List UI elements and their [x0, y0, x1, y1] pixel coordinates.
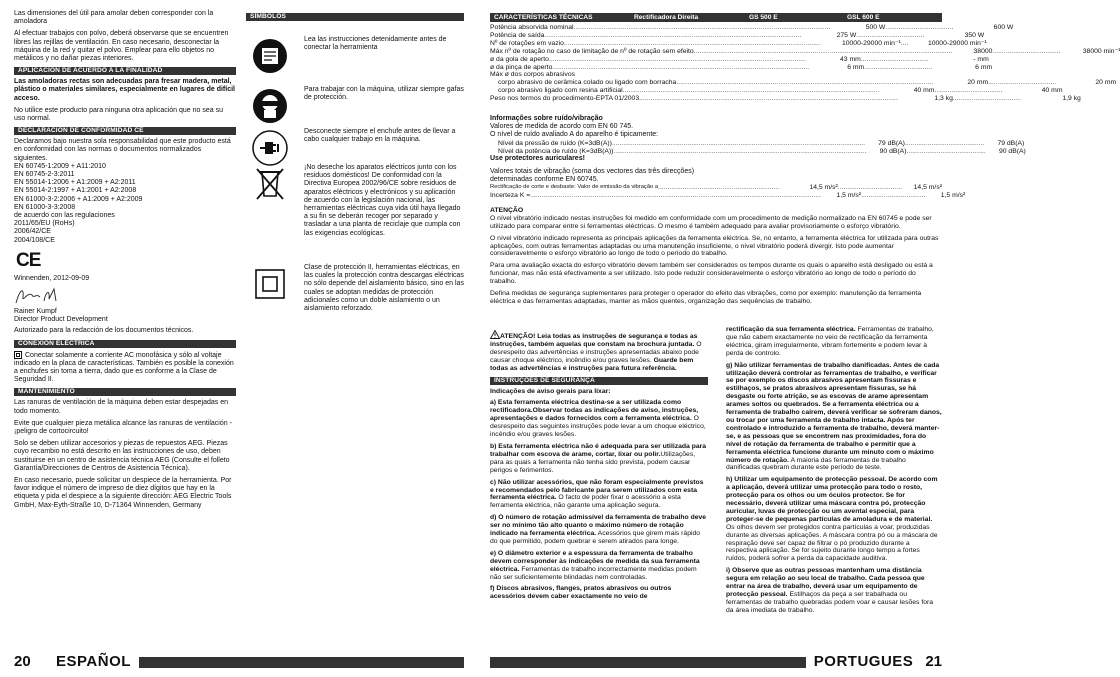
item-f-cont: rectificação da sua ferramenta eléctrica. Ferramentas de trabalho, que não cabem exactamente no veio de rectificação da ferramenta eléctrica, giram irregularmente, vibram fortemente e podem levar à perda de controlo. [726, 326, 934, 357]
aplicacion-bold: Las amoladoras rectas son adecuadas para fresar madera, metal, plástico o materiales similares, especialmente en lugares de difícil acceso. [14, 78, 235, 102]
item-g: g) Não utilizar ferramentas de trabalho danificadas. Antes de cada utilização deverá controlar as ferramentas de trabalho, e verificar se por exemplo os discos abrasivos apresentam fissuras e estilhaços, se pratos abrasivos apresentam fissuras, se há desgaste ou forte atrição, se as escovas de arame apresentam arames soltos ou quebrados. Se a ferramenta eléctrica ou a ferramenta de trabalho caírem, deverá verificar se sofreram danos, ou trocar por uma ferramenta de trabalho intacta. Após ter controlado e introduzido a ferramenta de trabalho, deverá manter-se, e as pessoas que se encontrem nas proximidades, fora do nível de rotação da ferramenta de trabalho e permitir que a ferramenta eléctrica funcione durante um minuto com o máximo número de rotação. A maioria das ferramentas de trabalho danificadas quebram durante este período de teste. [726, 361, 942, 472]
norma-item: 2004/108/CE [14, 236, 55, 244]
indicacoes-heading: Indicações de aviso gerais para lixar: [490, 387, 611, 395]
table-row: corpo abrasivo de cerâmica colado ou ligado com borracha ........................................................................................................................................ 20 mm .................................... 20 mm [498, 79, 1117, 87]
symbol-row-goggles [246, 86, 464, 122]
atencao-heading: ATENÇÃO [490, 206, 524, 214]
noise-heading: Informações sobre ruído/vibração [490, 115, 603, 123]
electrica-text: Conectar solamente a corriente AC monofásica y sólo al voltaje indicado en la placa de características. También es posible la conexión a enchufes sin toma a tierra, dado que es conforme a la Clase de Seguridad II. [14, 351, 234, 384]
symbol-weee-text: ¡No deseche los aparatos eléctricos junto con los residuos domésticos! De conformidad con la Directiva Europea 2002/96/CE sobre residuos de aparatos eléctricos y electrónicos y su aplicación de acuerdo con la legislación nacional, las herramientas eléctricas cuya vida útil haya llegado a su fin se deberán recoger por separado y trasladar a una planta de reciclaje que cumpla con las exigencias ecológicas. [304, 164, 461, 237]
noise-line-2: O nível de ruído avaliado A do aparelho é tipicamente: [490, 131, 659, 139]
norma-item: EN 60745-2-3:2011 [14, 171, 75, 179]
atencao-p4: Defina medidas de segurança suplementares para proteger o operador do efeito das vibrações, como por exemplo: manutenção da ferramenta eléctrica e das ferramentas adaptadas, manter as mãos quentes, organização das sequências de trabalho. [490, 290, 922, 305]
autorizado-text: Autorizado para la redacción de los documentos técnicos. [14, 327, 194, 335]
right-colB [726, 326, 942, 619]
heading-electrica: CONEXIÓN ELÉCTRICA [14, 340, 236, 348]
table-row: Peso nos termos do procedimento-EPTA 01/2003. ........................................................................................................................................ 1,3 kg .................................... 1,9 kg [490, 95, 1081, 103]
signature-icon [14, 285, 236, 307]
table-row: Potência de saída ........................................................................................................................................ 275 W .................................... 350 W [490, 31, 985, 39]
right-footer [490, 652, 942, 670]
item-a: a) Esta ferramenta eléctrica destina-se a ser utilizada como rectificadora.Observar todas as indicações de aviso, instruções, apresentações e dados fornecidos com a ferramenta eléctrica. O desrespeito das seguintes instruções pode levar a um choque eléctrico, incêndio e/ou graves lesões. [490, 399, 706, 439]
read-manual-icon [252, 38, 288, 74]
noise-protect: Use protectores auriculares! [490, 155, 585, 163]
item-f: f) Discos abrasivos, flanges, pratos abrasivos ou outros acessórios devem caber exactamente no veio de [490, 585, 672, 601]
tech-gsl600: GSL 600 E [847, 14, 880, 21]
symbol-row-unplug [246, 128, 464, 158]
place-date: Winnenden, 2012-09-09 [14, 274, 90, 282]
norma-item: EN 61000-3-3:2008 [14, 203, 76, 211]
norma-item: EN 60745-1:2009 + A11:2010 [14, 162, 106, 170]
atencao-p2: O nível vibratório indicado representa as principais aplicações da ferramenta eléctrica. Se, no entanto, a ferramenta eléctrica for utilizada para outras aplicações, com outras ferramentas adaptadas ou uma manutenção insuficiente, o nível vibratório poderá divergir. Isto pode aumentar consideravelmente o esforço vibratório ao longo de todo o período do trabalho. [490, 234, 939, 258]
table-row: Máx ø dos corpos abrasivos [490, 71, 575, 79]
item-c: c) Não utilizar acessórios, que não foram especialmente previstos e recomendados pelo fabricante para serem utilizados com esta ferramenta eléctrica. O facto de poder fixar o acessório a esta ferramenta eléctrica, não garante uma aplicação segura. [490, 478, 704, 510]
heading-simbolos: SÍMBOLOS [246, 13, 464, 21]
norma-item: EN 55014-2:1997 + A1:2001 + A2:2008 [14, 187, 137, 195]
symbol-read-text: Lea las instrucciones detenidamente antes de conectar la herramienta [304, 36, 447, 52]
tech-table-header [490, 13, 942, 22]
tech-title: CARACTERÍSTICAS TÉCNICAS [494, 14, 593, 21]
signer-name: Rainer Kumpf [14, 308, 57, 316]
item-i: i) Observe que as outras pessoas mantenham uma distância segura em relação ao seu local de trabalho. Cada pessoa que entrar na área de trabalho, deverá usar um equipamento de protecção pessoal. Estilhaços da peça a ser trabalhada ou ferramentas de trabalho quebradas podem voar e causar lesões fora da área imediata de trabalho. [726, 567, 934, 614]
heading-conformidad: DECLARACION DE CONFORMIDAD CE [14, 127, 236, 135]
conformidad-text: Declaramos bajo nuestra sola responsabilidad que este producto está en conformidad con las normas o documentos normalizados siguientes. [14, 138, 231, 162]
atencao-p3: Para uma avaliação exacta do esforço vibratório devem também ser considerados os tempos durante os quais o aparelho está desligado ou está a funcionar, mas não está efectivamente a ser utilizado. Isto pode reduzir consideravelmente o esforço vibratório ao longo de todo o período do trabalho. [490, 262, 933, 286]
footer-bar-left [139, 657, 464, 668]
norma-item: EN 61000-3-2:2006 + A1:2009 + A2:2009 [14, 195, 143, 203]
table-row: ø da pinça de aperto ........................................................................................................................................ 6 mm .................................... 6 mm [490, 63, 993, 71]
page-number-left: 20 [14, 652, 31, 670]
right-colA [490, 330, 708, 605]
safety-goggles-icon [252, 88, 288, 124]
norma-item: 2006/42/CE [14, 228, 51, 236]
warning-icon [490, 330, 500, 339]
symbol-row-class2 [246, 264, 464, 313]
aplicacion-text: No utilice este producto para ninguna otra aplicación que no sea su uso normal. [14, 106, 223, 123]
item-b: b) Esta ferramenta eléctrica não é adequada para ser utilizada para trabalhar com escova de arame, cortar, lixar ou polir.Utilizações, para as quais a ferramenta não tenha sido prevista, podem causar perigos e ferimentos. [490, 442, 707, 474]
tech-table-body [490, 24, 1120, 103]
mant-text-3: Solo se deben utilizar accesorios y piezas de repuestos AEG. Piezas cuyo recambio no está descrito en las instrucciones de uso, deben sustituirse en un centro de asistencia técnica AEG (Consulte el folleto Garantía/Direcciones de Centros de Asistencia Técnica). [14, 440, 230, 472]
warning-paragraph: ATENÇÃO! Leia todas as instruções de segurança e todas as instruções, também aquelas que constam na brochura juntada. O desrespeito das advertências e instruções apresentadas abaixo pode causar choque eléctrico, incêndio e/ou graves lesões. Guarde bem todas as advertências e instruções para futura referência. [490, 330, 708, 373]
mant-text-4: En caso necesario, puede solicitar un despiece de la herramienta. Por favor indique el número de impreso de diez dígitos que hay en la etiqueta y pida el despiece a la siguiente dirección: AEG Electric Tools GmbH, Max-Eyth-Straße 10, D-71364 Winnenden, Germany [14, 476, 232, 509]
weee-bin-icon [252, 166, 288, 202]
noise-row: Nível da pressão de ruído (K=3dB(A)) ...................................................................................................................................... 79 dB(A) .......................................... 79 dB(A) [498, 139, 1025, 147]
mant-text-2: Evite que cualquier pieza metálica alcance las ranuras de ventilación - ¡peligro de cortocircuito! [14, 419, 232, 435]
table-row: ø da gola de aperto ........................................................................................................................................ 43 mm .................................... - mm [490, 55, 989, 63]
symbol-unplug-text: Desconecte siempre el enchufe antes de llevar a cabo cualquier trabajo en la máquina. [304, 128, 456, 144]
unplug-icon [252, 130, 288, 166]
symbol-row-weee [246, 164, 464, 258]
item-d: d) O número de rotação admissível da ferramenta de trabalho deve ser no mínimo tão alto quanto o máximo número de rotação indicado na ferramenta eléctrica. Acessórios que girem mais rápido do que permitido, podem quebrar e serem atirados para longe. [490, 514, 707, 545]
vib-text: Valores totais de vibração (soma dos vectores das três direcções) determinadas conforme EN 60745. [490, 167, 695, 183]
table-row: Nº de rotações em vazio ........................................................................................................................................ 10000-29000 min⁻¹ .... 10000-29000 min⁻¹ [490, 39, 987, 47]
norma-item: de acuerdo con las regulaciones [14, 212, 115, 220]
left-col1 [14, 10, 236, 514]
ce-mark-icon: CE [16, 249, 41, 271]
noise-line-1: Valores de medida de acordo com EN 60 745. [490, 123, 634, 131]
left-col2 [246, 10, 464, 319]
norma-item: EN 55014-1:2006 + A1:2009 + A2:2011 [14, 179, 136, 187]
mant-text-1: Las ranuras de ventilación de la máquina deben estar despejadas en todo momento. [14, 399, 229, 415]
noise-section [490, 115, 1026, 200]
page-number-right: 21 [925, 652, 942, 670]
signer-title: Director Product Development [14, 316, 108, 324]
intro-text-1: Las dimensiones del útil para amolar deben corresponder con la amoladora [14, 10, 214, 26]
atencao-section [490, 207, 942, 306]
language-label-left: ESPAÑOL [56, 652, 131, 670]
heading-seguranca: INSTRUÇÕES DE SEGURANÇA [490, 377, 708, 385]
noise-row: Nível da potência de ruído (K=3dB(A)) ...................................................................................................................................... 90 dB(A) .......................................... 90 dB(A) [498, 147, 1026, 155]
protection-class-ii-icon [252, 266, 288, 302]
tech-gs500: GS 500 E [749, 14, 778, 21]
table-row: Máx nº de rotação no caso de limitação de nº de rotação sem efeito. ........................................................................................................................................ 38000 .................................... 38000 min⁻¹ [490, 47, 1120, 55]
vib-row: Rectificação de corte e desbaste: Valor de emissão da vibração a ................................................................ 14,5 m/s² .................................. 14,5 m/s² [490, 184, 942, 192]
class-ii-icon [14, 351, 22, 359]
left-footer [14, 652, 464, 670]
tech-product: Rectificadora Direita [634, 14, 699, 21]
heading-aplicacion: APLICACIÓN DE ACUERDO A LA FINALIDAD [14, 67, 236, 75]
vib-row: Incerteza K = .......................................................................................................................................................... 1,5 m/s² .................................. 1,5 m/s² [490, 192, 966, 199]
footer-bar-right [490, 657, 806, 668]
right-tech [490, 10, 1120, 310]
intro-text-2: Al efectuar trabajos con polvo, deberá observarse que se encuentren libres las rejillas de ventilación. En caso necesario, desconectar la máquina de la red y quitar el polvo. Emplear para ello objetos no metálicos y no dañar piezas interiores. [14, 30, 229, 63]
atencao-p1: O nível vibratório indicado nestas instruções foi medido em conformidade com um procedimento de medição normalizado na EN 60745 e pode ser utilizado para comparar entre si ferramentas eléctricas. O mesmo é também adequado para avaliar provisoriamente o esforço vibratório. [490, 214, 932, 230]
symbol-row-read [246, 36, 464, 80]
table-row: Potência absorvida nominal ........................................................................................................................................ 500 W .................................... 600 W [490, 24, 1014, 31]
language-label-right: PORTUGUES [813, 652, 914, 670]
heading-mantenimiento: MANTENIMIENTO [14, 388, 236, 396]
table-row: corpo abrasivo ligado com resina artificial ........................................................................................................................................ 40 mm .................................... 40 mm [498, 87, 1063, 95]
normas-list [14, 163, 236, 245]
item-h: h) Utilizar um equipamento de protecção pessoal. De acordo com a aplicação, deverá utilizar uma protecção para todo o rosto, protecção para os olhos ou um óculos protector. Se for necessário, deverá utilizar uma máscara contra pó, protecção auricular, luvas de protecção ou um avental especial, para proteger-se de pequenas partículas de amoladura e de material. Os olhos devem ser protegidos contra partículas a voar, produzidas durante as diversas aplicações. A máscara contra pó ou a máscara de respiração deve ser capaz de filtrar o pó produzido durante a respectiva aplicação. Se for sujeito durante longo tempo a fortes ruídos, poderá sofrer a perda da capacidade auditiva. [726, 476, 938, 563]
item-e: e) O diâmetro exterior e a espessura da ferramenta de trabalho devem corresponder às indicações de medida da sua ferramenta eléctrica. Ferramentas de trabalho incorrectamente medidas podem não ser suficientemente blindadas nem controladas. [490, 549, 700, 581]
norma-item: 2011/65/EU (RoHs) [14, 220, 75, 228]
symbol-goggles-text: Para trabajar con la máquina, utilizar siempre gafas de protección. [304, 86, 464, 102]
symbol-class2-text: Clase de protección II, herramientas eléctricas, en las cuales la protección contra descargas eléctricas no sólo depende del aislamiento básico, sino en las cuales se adoptan medidas de protección adicionales como un doble aislamiento o un aislamiento reforzado. [304, 264, 464, 313]
